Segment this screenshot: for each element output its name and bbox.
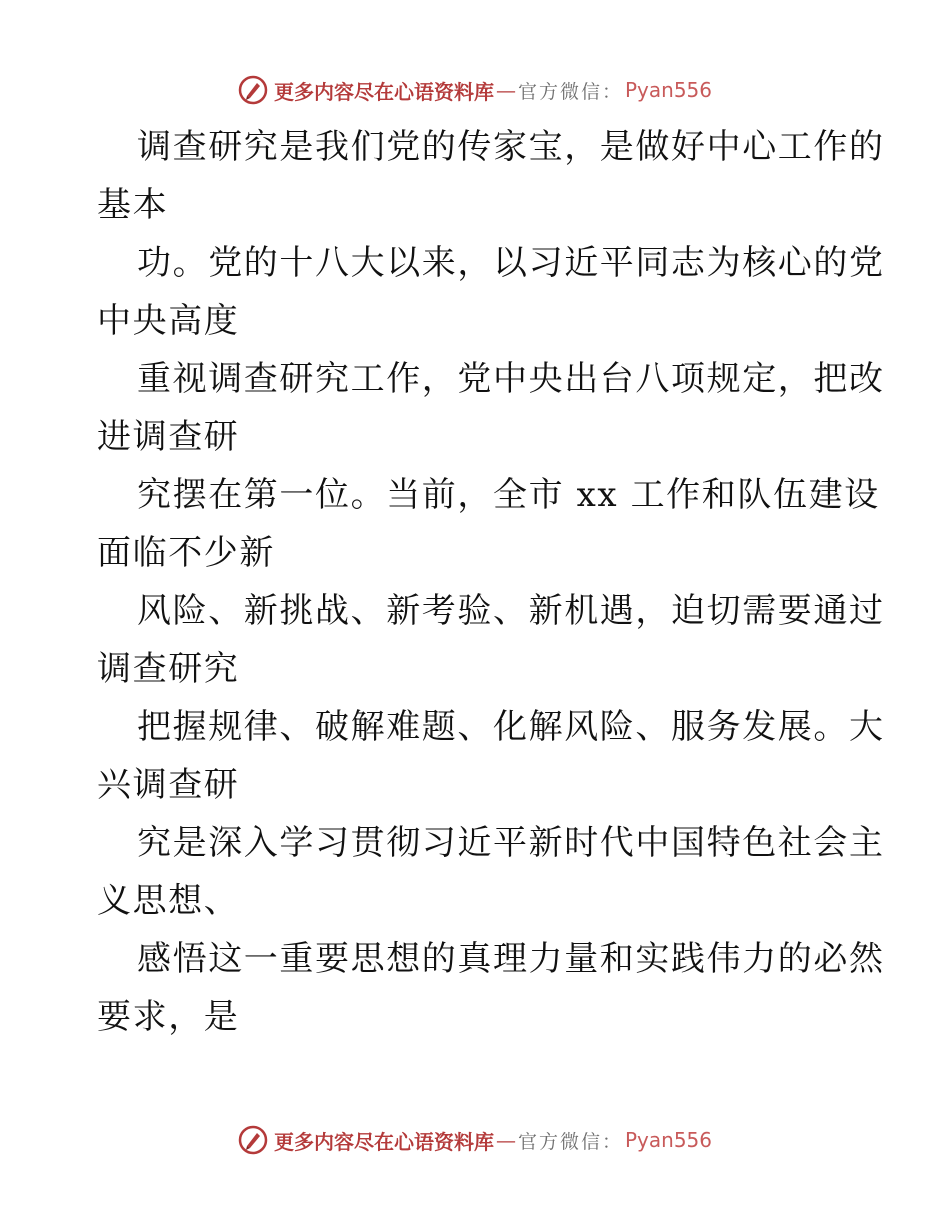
document-body [97, 118, 885, 1046]
text-line-group [97, 930, 885, 1046]
text-line: 中央高度 [97, 301, 240, 341]
text-line: 调查研究 [97, 649, 240, 689]
pen-logo-icon [238, 1125, 268, 1155]
text-line-group [97, 814, 885, 930]
text-line-group [97, 234, 885, 350]
footer-wechat-account: Pyan556 [625, 1128, 713, 1152]
footer-separator: — [495, 1128, 516, 1152]
pen-logo-icon [238, 75, 268, 105]
footer-banner [0, 1120, 950, 1160]
footer-wechat-label: 官方微信： [517, 1130, 623, 1153]
text-line-group [97, 118, 885, 234]
text-line: 究是深入学习贯彻习近平新时代中国特色社会主 [137, 823, 885, 863]
text-line: 功。党的十八大以来，以习近平同志为核心的党 [137, 243, 885, 283]
text-line: 基本 [97, 185, 169, 225]
text-line: 重视调查研究工作，党中央出台八项规定，把改 [137, 359, 885, 399]
text-line: 把握规律、破解难题、化解风险、服务发展。大 [137, 707, 885, 747]
header-wechat-label: 官方微信： [517, 80, 623, 103]
text-line: 面临不少新 [97, 533, 275, 573]
text-line-group [97, 466, 880, 582]
header-separator: — [495, 78, 516, 102]
header-wechat-account: Pyan556 [625, 78, 713, 102]
text-line-group [97, 698, 885, 814]
text-line: 要求，是 [97, 997, 240, 1037]
text-line: 义思想、 [97, 881, 240, 921]
text-line: 进调查研 [97, 417, 240, 457]
header-site-name: 更多内容尽在心语资料库 [273, 79, 494, 104]
text-line-group [97, 582, 885, 698]
text-line: 兴调查研 [97, 765, 240, 805]
header-banner [0, 70, 950, 110]
text-line: 感悟这一重要思想的真理力量和实践伟力的必然 [137, 939, 885, 979]
footer-site-name: 更多内容尽在心语资料库 [273, 1129, 494, 1154]
text-line: 风险、新挑战、新考验、新机遇，迫切需要通过 [137, 591, 885, 631]
text-line: 究摆在第一位。当前，全市 xx 工作和队伍建设 [137, 475, 880, 515]
text-line-group [97, 350, 885, 466]
text-line: 调查研究是我们党的传家宝，是做好中心工作的 [137, 127, 885, 167]
